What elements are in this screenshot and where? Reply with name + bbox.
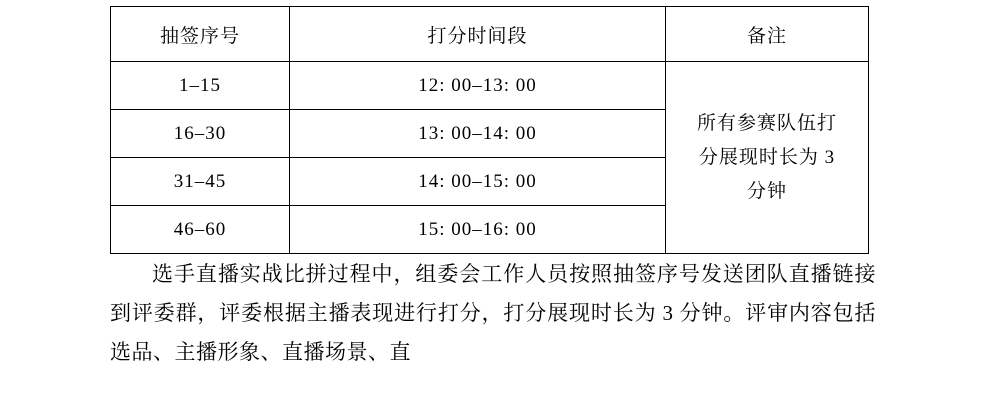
table-row bbox=[111, 62, 869, 110]
cell-time: 12: 00–13: 00 bbox=[290, 62, 666, 110]
cell-time: 13: 00–14: 00 bbox=[290, 110, 666, 158]
table-header-note: 备注 bbox=[666, 7, 869, 62]
cell-order: 16–30 bbox=[111, 110, 290, 158]
note-line: 分钟 bbox=[746, 180, 787, 202]
schedule-table-container bbox=[110, 6, 865, 254]
note-line: 分展现时长为 3 bbox=[698, 146, 836, 168]
schedule-table bbox=[110, 6, 869, 254]
cell-time: 15: 00–16: 00 bbox=[290, 206, 666, 254]
cell-time: 14: 00–15: 00 bbox=[290, 158, 666, 206]
table-header-order: 抽签序号 bbox=[111, 7, 290, 62]
cell-order: 31–45 bbox=[111, 158, 290, 206]
note-line: 所有参赛队伍打 bbox=[696, 112, 837, 134]
body-paragraph-container bbox=[110, 255, 876, 372]
cell-note bbox=[666, 62, 869, 254]
table-header-time: 打分时间段 bbox=[290, 7, 666, 62]
cell-order: 1–15 bbox=[111, 62, 290, 110]
table-header-row bbox=[111, 7, 869, 62]
cell-order: 46–60 bbox=[111, 206, 290, 254]
body-paragraph: 选手直播实战比拼过程中，组委会工作人员按照抽签序号发送团队直播链接到评委群，评委根据主播表现进行打分，打分展现时长为 3 分钟。评审内容包括选品、主播形象、直播场景、直 bbox=[110, 262, 876, 364]
